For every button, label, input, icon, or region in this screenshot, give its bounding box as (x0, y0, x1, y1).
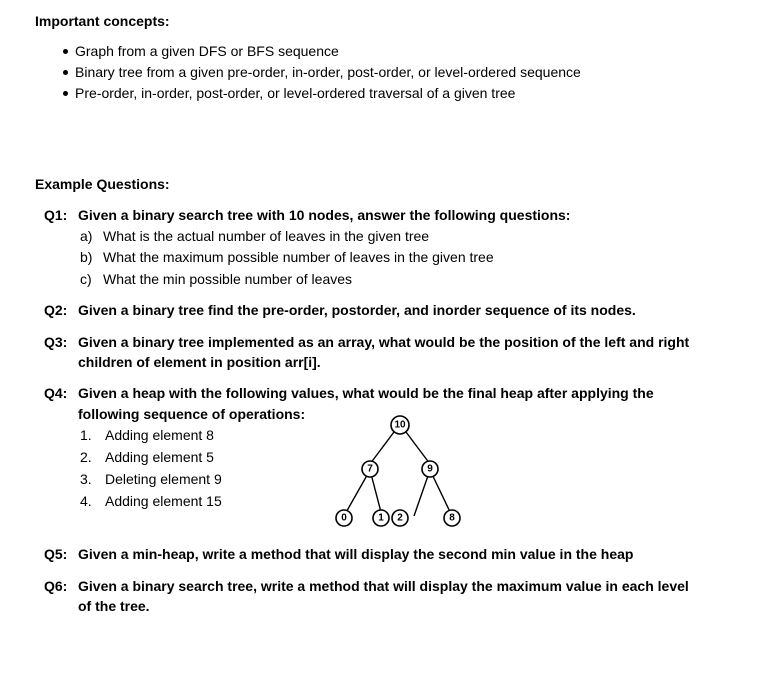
q4-text-line1: Given a heap with the following values, what would be the final heap after applying the (78, 385, 654, 401)
bullet-icon (63, 70, 68, 75)
heap-node-label: 7 (367, 463, 373, 475)
q4-op-marker: 3. (80, 471, 92, 487)
q4-op-marker: 1. (80, 427, 92, 443)
heap-node-label: 1 (378, 512, 384, 524)
q4-op-marker: 4. (80, 493, 92, 509)
heap-node (392, 510, 408, 526)
q4-op-text: Adding element 15 (105, 493, 222, 509)
heap-node (373, 510, 389, 526)
heap-node (362, 461, 378, 477)
heap-edge (344, 470, 370, 516)
q3-label: Q3: (44, 334, 68, 350)
heap-node-label: 10 (394, 419, 406, 431)
concept-item: Pre-order, in-order, post-order, or level-ordered traversal of a given tree (75, 85, 516, 101)
q2-text: Given a binary tree find the pre-order, postorder, and inorder sequence of its nodes. (78, 302, 636, 318)
q1-text: Given a binary search tree with 10 nodes, answer the following questions: (78, 207, 571, 223)
heap-node-label: 9 (427, 463, 433, 475)
concepts-heading: Important concepts: (35, 13, 170, 29)
heap-node-label: 8 (449, 512, 455, 524)
q2-label: Q2: (44, 302, 68, 318)
q4-op-text: Adding element 8 (105, 427, 214, 443)
q6-text-line1: Given a binary search tree, write a method that will display the maximum value in each level (78, 578, 689, 594)
q6-label: Q6: (44, 578, 68, 594)
examples-heading: Example Questions: (35, 176, 170, 192)
q3-text-line2: children of element in position arr[i]. (78, 354, 321, 370)
q4-op-text: Adding element 5 (105, 449, 214, 465)
heap-node-label: 2 (397, 512, 403, 524)
concept-item: Graph from a given DFS or BFS sequence (75, 43, 339, 59)
q4-label: Q4: (44, 385, 68, 401)
q1-sub-marker: c) (80, 271, 92, 287)
heap-diagram (322, 408, 472, 532)
q3-text-line1: Given a binary tree implemented as an array, what would be the position of the left and right (78, 334, 690, 350)
q5-label: Q5: (44, 546, 68, 562)
q1-sub-text: What the maximum possible number of leaves in the given tree (103, 249, 494, 265)
concept-item: Binary tree from a given pre-order, in-order, post-order, or level-ordered sequence (75, 64, 581, 80)
q4-text-line2: following sequence of operations: (78, 406, 306, 422)
heap-node (391, 416, 409, 434)
q1-sub-marker: b) (80, 249, 93, 265)
q1-sub-text: What the min possible number of leaves (103, 271, 353, 287)
bullet-icon (63, 49, 68, 54)
q4-op-text: Deleting element 9 (105, 471, 222, 487)
q1-sub-text: What is the actual number of leaves in the given tree (103, 228, 430, 244)
heap-node (422, 461, 438, 477)
q5-text: Given a min-heap, write a method that will display the second min value in the heap (78, 546, 634, 562)
heap-node (336, 510, 352, 526)
heap-node (444, 510, 460, 526)
q4-op-marker: 2. (80, 449, 92, 465)
heap-node-label: 0 (341, 512, 347, 524)
q1-sub-marker: a) (80, 228, 93, 244)
q6-text-line2: of the tree. (78, 598, 150, 614)
q1-label: Q1: (44, 207, 68, 223)
bullet-icon (63, 91, 68, 96)
